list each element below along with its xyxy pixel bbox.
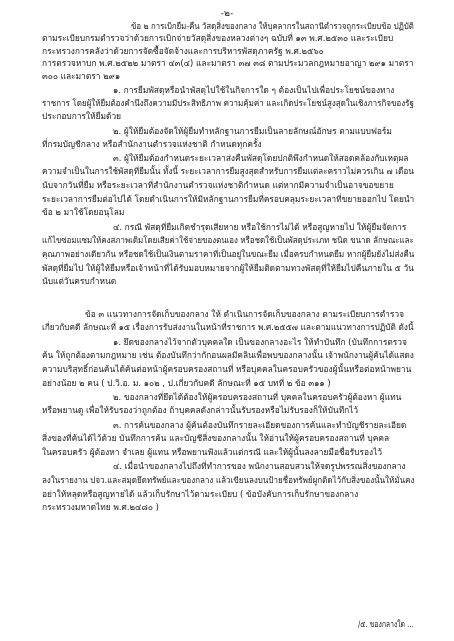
text-line: อย่างน้อย ๒ คน ( ป.วิ.อ. ม. ๑๐๒ , ป.เกี่ยวกับคดี ลักษณะที่ ๑๕ บทที่ ๒ ข้อ ๓๑๑ ) — [42, 378, 331, 388]
text-line: ๒. ของกลางที่ยึดได้ต้องให้ผู้ครอบครองสถานที่ บุคคลในครอบครัวผู้ต้องหา ผู้แทน — [113, 392, 402, 402]
text-line: ข้อ ๓ แนวทางการจัดเก็บของกลาง ให้ ดำเนินการจัดเก็บของกลาง ตามระเบียบการตำรวจ — [85, 309, 404, 319]
text-line: ๓. การค้นของกลาง ผู้ค้นต้องบันทึกรายละเอียดของการค้นและทำบัญชีรายละเอียด — [113, 420, 407, 430]
text-line: ๓๐๐ และมาตรา ๒๙๑ — [42, 71, 121, 81]
text-line: นับจากวันที่ยืม หรือระยะเวลาที่สำนักงานตำรวจแห่งชาติกำหนด แต่หากมีความจำเป็นอาจขอขยาย — [42, 180, 394, 190]
text-line: ๑. การยืมพัสดุหรือนำพัสดุไปใช้ในกิจการใด ๆ ต้องเป็นไปเพื่อประโยชน์ของทาง — [113, 85, 395, 95]
text-line: อย่าให้หลุดหรือสูญหายได้ แล้วเก็บรักษาไว้ตามระเบียบ ( ข้อบังคับการเก็บรักษาของกลาง — [42, 489, 359, 499]
text-line: พัสดุที่ยืมไป ให้ผู้ให้ยืมหรือเจ้าหน้าที่ได้รับมอบหมายจากผู้ให้ยืมติดตามทวงพัสดุที่ให้ยืมไปคืนภายใน ๕ วัน — [42, 263, 414, 273]
text-line: ในครอบครัว ผู้ต้องหา จำเลย ผู้แทน หรือพยานฟังแล้วแต่กรณี และให้ผู้นั้นลงลายมือชื่อรับรองไว้ — [42, 447, 383, 457]
text-line: การตรวจหาบก พ.ศ.๒๕๒๒ มาตรา ๔๓(๔) และมาตรา ๓๗ ๓๘ ตามประมวลกฎหมายอาญา ๒๙๑ มาตรา — [42, 58, 414, 68]
text-line: ความจำเป็นในการใช้พัสดุที่ยืมนั้น ทั้งนี้ ระยะเวลาการยืมสูงสุดสำหรับการยืมแต่ละคราวไม่ควรเกิน ๗ เดือน — [42, 166, 414, 176]
text-line: หรือพยานดู เพื่อให้รับรองว่าถูกต้อง ถ้าบุคคลดังกล่าวนั้นรับรองหรือไม่รับรองก็ให้บันทึกไว้ — [42, 405, 359, 415]
text-line: กระทรวงมหาดไทย พ.ศ.๒๔๘๐ ) — [42, 502, 159, 512]
text-line: สิ่งของที่ค้นได้ไว้ด้วย บันทึกการค้น และบัญชีสิ่งของกลางนั้น ให้อ่านให้ผู้ครอบครองสถานที่ บุคคล — [42, 433, 390, 443]
text-line: ความบริสุทธิ์ก่อนค้นได้ค้นต่อหน้าผู้ครอบครองสถานที่ หรือบุคคลในครอบครัวของผู้นั้นหรือต่อหน้าพยาน — [42, 364, 412, 374]
text-line: ๔. เมื่อนำของกลางไปถึงที่ทำการของ พนักงานสอบสวนให้จดรูปพรรณสิ่งของกลาง — [113, 461, 406, 471]
text-line: ข้อ ๒ การเบิกยืม-คืน วัสดุสิ่งของกลาง ให้บุคลากรในสถานีตำรวจถูกระเบียบข้อ ปฏิบัติ — [131, 21, 414, 31]
text-line: ที่กรมบัญชีกลาง หรือสำนักงานตำรวจแห่งชาติ กำหนดทุกครั้ง — [42, 139, 262, 149]
text-line: ค้น ให้ถูกต้องตามกฎหมาย เช่น ต้องบันทึกว่ากักอนผลมีคลินเพื่อพบของกลางนั้น เจ้าพนักงานผู้ค้นได้แสดง — [42, 350, 414, 360]
next-page-ref: /๕. ของกลางใด ... — [358, 619, 414, 629]
text-line: ๓. ผู้ให้ยืมต้องกำหนดระยะเวลาส่งคืนพัสดุโดยปกติพึงกำหนดให้สอดคล้องกับเหตุผล — [113, 153, 409, 163]
text-line: ระยะเวลาการยืมต่อไปได้ โดยดำเนินการให้มีหลักฐานการยืมที่ครอบคลุมระยะเวลาที่ขยายออกไป โดยนำ — [42, 194, 415, 204]
text-line: ตามระเบียบกรมตำรวจว่าด้วยการเบิกจ่ายวัสดุสิ่งของหลวงต่างๆ ฉบับที่ ๑๓ พ.ศ.๒๕๓๐ และระเบียบ — [42, 33, 394, 43]
text-line: ๒. ผู้ให้ยืมต้องจัดให้ผู้ยืมทำหลักฐานการยืมเป็นลายลักษณ์อักษร ตามแบบฟอร์ม — [113, 126, 392, 136]
page-number: -๒- — [220, 9, 234, 19]
text-line: คุณภาพอย่างเดียวกัน หรือชดใช้เป็นเงินตามราคาที่เป็นอยู่ในขณะยืม เมื่อครบกำหนดยืม หากผู้ยืมยังไม่ส่งคืน — [42, 249, 415, 259]
text-line: แก้ไขซ่อมแซมให้คงสภาพเดิมโดยเสียค่าใช้จ่ายของตนเอง หรือชดใช้เป็นพัสดุประเภท ชนิด ขนาด ลักษณะและ — [42, 235, 414, 245]
text-line: ราชการ โดยผู้ให้ยืมต้องคำนึงถึงความมีประสิทธิภาพ ความคุ้มค่า และเกิดประโยชน์สูงสุดในเชิงภารกิจของรัฐ — [42, 98, 414, 108]
text-line: ประกอบการให้ยืมด้วย — [42, 111, 122, 121]
text-line: ๑. ยึดของกลางไว้จากตัวบุคคลใด เป็นของกลางอะไร ให้ทำบันทึก (บันทึกการตรวจ — [113, 337, 407, 347]
text-line: ๔. กรณี พัสดุที่ยืมเกิดชำรุดเสียหาย หรือใช้การไม่ได้ หรือสูญหายไป ให้ผู้ยืมจัดการ — [113, 222, 407, 232]
text-line: ข้อ ๒ มาใช้โดยอนุโลม — [42, 207, 125, 217]
text-line: นับแต่วันครบกำหนด — [42, 276, 117, 286]
text-line: กระทรวงการคลังว่าด้วยการจัดซื้อจัดจ้างและการบริหารพัสดุภาครัฐ พ.ศ.๒๕๖๐ — [42, 46, 324, 56]
text-line: ลงในรายงาน ปจว.และสมุดยึดทรัพย์และของกลาง แล้วเขียนลงบนป้ายชื่อทรัพย์ผูกติดไว้กับสิ่งของนั้นให้มั่นคง — [42, 475, 415, 485]
text-line: เกี่ยวกับคดี ลักษณะที่ ๑๕ เรื่องการรับส่งงานในหน้าที่ราชการ พ.ศ.๒๕๕๗ และตามแนวทางการปฏิบัติ ดังนี้ — [42, 322, 414, 332]
